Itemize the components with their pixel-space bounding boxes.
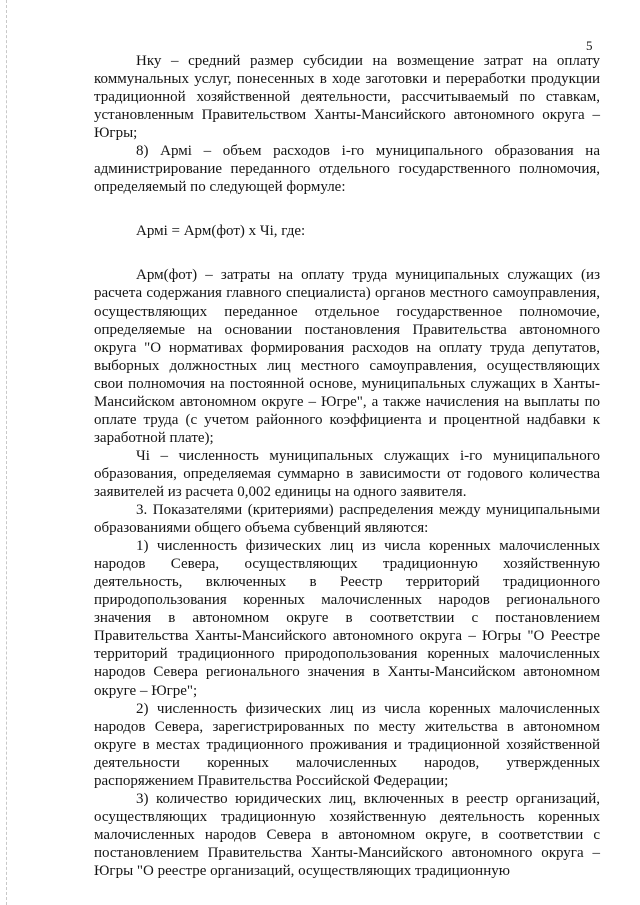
list-item-3: 3) количество юридических лиц, включенных в реестр организаций, осуществляющих традиционную хозяйственную деятельность коренных малочисленных народов Севера в автономном округе, в соответствии с постановлением Правительства Ханты-Мансийского автономного округа – Югры "О реестре организаций, осуществляющих традиционную (94, 790, 600, 879)
paragraph-nku-definition: Нку – средний размер субсидии на возмещение затрат на оплату коммунальных услуг, понесенных в ходе заготовки и переработки продукции традиционной хозяйственной деятельности, рассчитываемый по ставкам, установленным Правительством Ханты-Мансийского автономного округа – Югры; (94, 53, 600, 142)
paragraph-chi-definition: Чi – численность муниципальных служащих i-го муниципального образования, определяемая суммарно в зависимости от годового количества заявителей из расчета 0,002 единицы на одного заявителя. (94, 447, 600, 500)
paragraph-item-8: 8) Армi – объем расходов i-го муниципального образования на администрирование переданного отдельного государственного полномочия, определяемый по следующей формуле: (94, 143, 600, 196)
page-number: 5 (586, 38, 593, 53)
list-item-1: 1) численность физических лиц из числа коренных малочисленных народов Севера, осуществляющих традиционную хозяйственную деятельность, включенных в Реестр территорий традиционного природопользования коренных малочисленных народов регионального значения в автономном округе в соответствии с постановлением Правительства Ханты-Мансийского автономного округа – Югры "О Реестре территорий традиционного природопользования коренных малочисленных народов Севера регионального значения в Ханты-Мансийском автономном округе – Югре"; (94, 538, 600, 699)
scan-edge-line (6, 0, 7, 905)
formula: Армi = Арм(фот) x Чi, где: (136, 223, 306, 240)
list-item-2: 2) численность физических лиц из числа коренных малочисленных народов Севера, зарегистрированных по месту жительства в автономном округе в местах традиционного проживания и традиционной хозяйственной деятельности коренных малочисленных народов, утвержденных распоряжением Правительства Российской Федерации; (94, 700, 600, 789)
paragraph-section-3: 3. Показателями (критериями) распределения между муниципальными образованиями общего объема субвенций являются: (94, 502, 600, 537)
document-body (94, 52, 600, 880)
paragraph-arm-fot-definition: Арм(фот) – затраты на оплату труда муниципальных служащих (из расчета содержания главного специалиста) органов местного самоуправления, осуществляющих переданное отдельное государственное полномочие, определяемые на основании постановления Правительства автономного округа "О нормативах формирования расходов на оплату труда депутатов, выборных должностных лиц местного самоуправления, осуществляющих свои полномочия на постоянной основе, муниципальных служащих в Ханты-Мансийском автономном округе – Югре", а также начисления на выплаты по оплате труда (с учетом районного коэффициента и процентной надбавки к заработной плате); (94, 267, 600, 446)
